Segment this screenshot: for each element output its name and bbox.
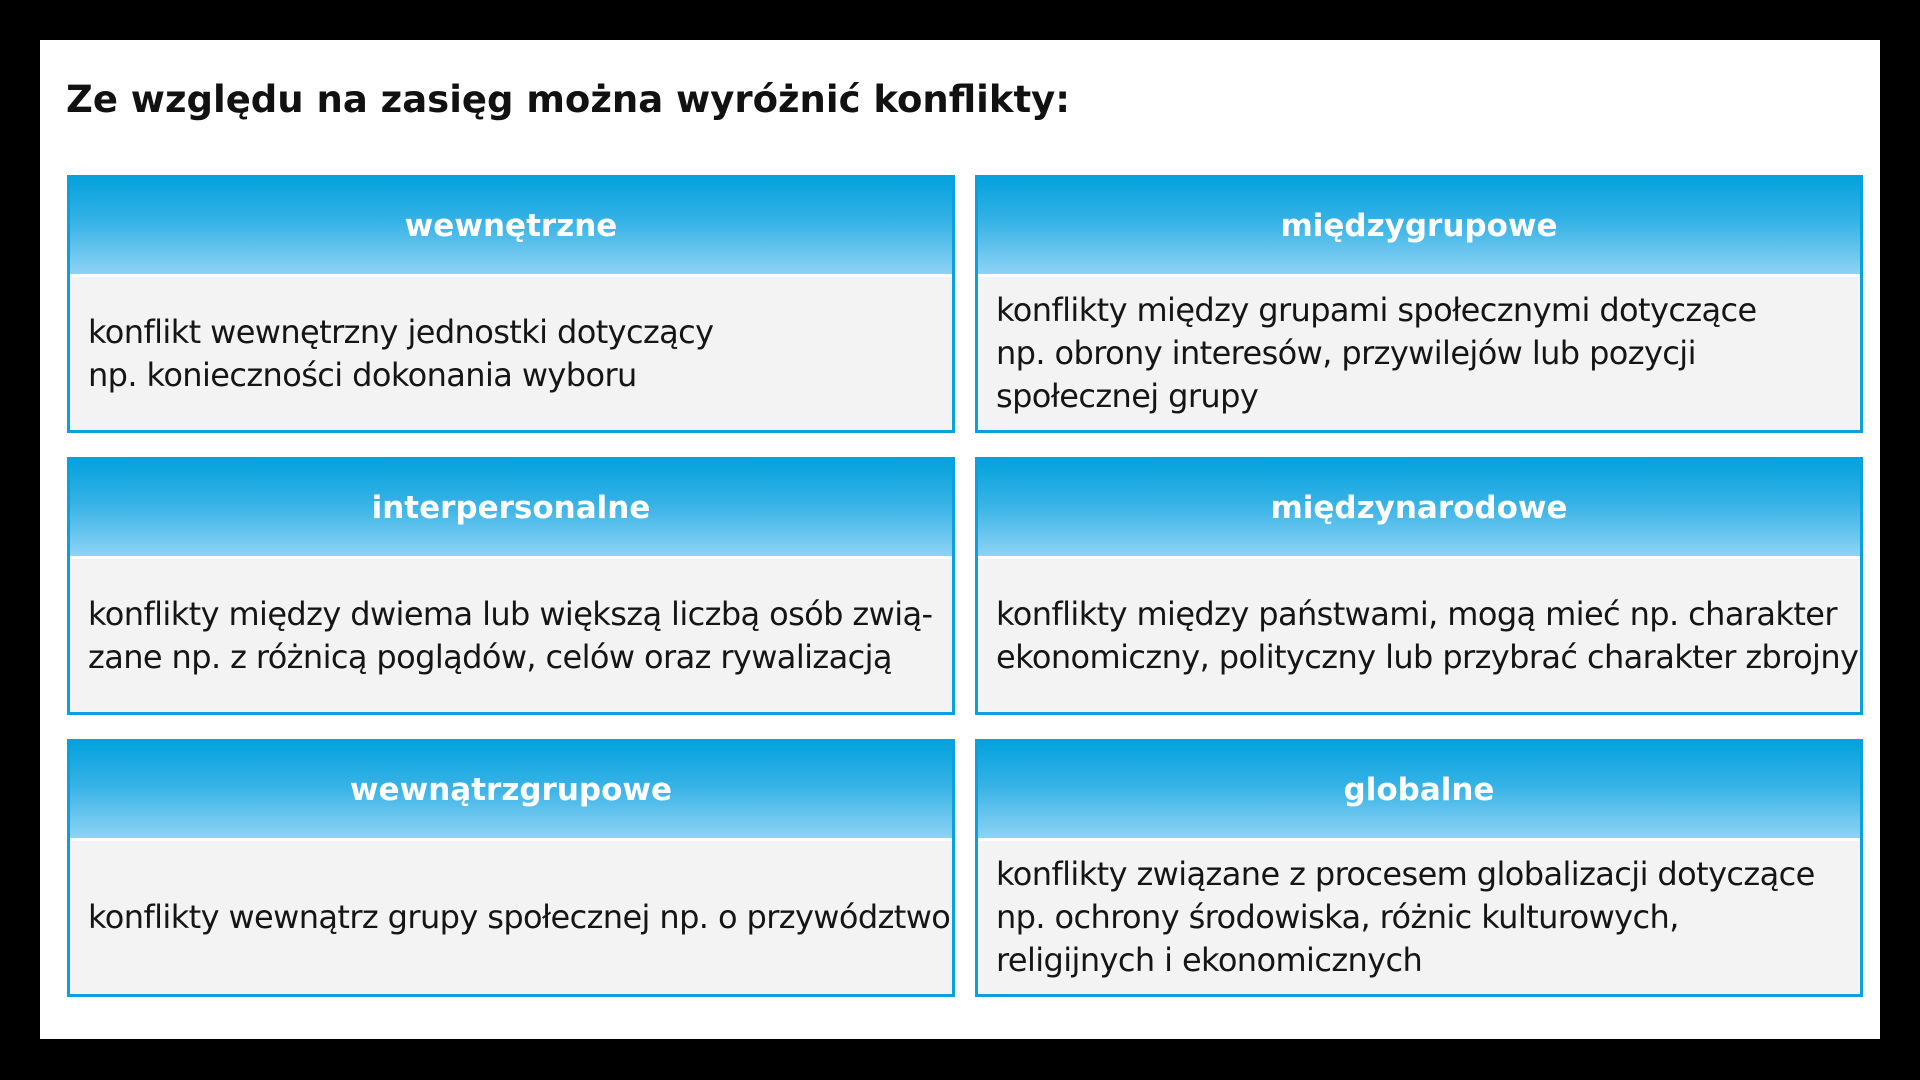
- card-description: [88, 896, 950, 939]
- card-globalne: [975, 739, 1863, 997]
- card-miedzynarodowe: [975, 457, 1863, 715]
- card-wewnetrzne: [67, 175, 955, 433]
- card-text-line: konflikty między państwami, mogą mieć np. charakter: [996, 594, 1837, 633]
- card-body: [978, 559, 1860, 712]
- card-text-line: np. konieczności dokonania wyboru: [88, 355, 637, 394]
- card-header: [978, 460, 1860, 559]
- card-text-line: konflikt wewnętrzny jednostki dotyczący: [88, 312, 714, 351]
- card-body: [978, 277, 1860, 430]
- card-description: [88, 593, 932, 679]
- card-text-line: konflikty wewnątrz grupy społecznej np. o przywództwo: [88, 898, 951, 936]
- card-text-line: np. ochrony środowiska, różnic kulturowych,: [996, 898, 1679, 936]
- card-body: [70, 559, 952, 712]
- card-description: [996, 289, 1757, 418]
- card-text-line: ekonomiczny, polityczny lub przybrać charakter zbrojny: [996, 637, 1859, 676]
- card-title: międzynarodowe: [1270, 490, 1568, 526]
- card-body: [70, 277, 952, 430]
- card-description: [996, 853, 1815, 982]
- card-description: [88, 311, 714, 397]
- card-title: globalne: [1343, 772, 1495, 808]
- card-description: [996, 593, 1858, 679]
- card-interpersonalne: [67, 457, 955, 715]
- card-text-line: religijnych i ekonomicznych: [996, 941, 1423, 979]
- card-header: [978, 742, 1860, 841]
- card-miedzygrupowe: [975, 175, 1863, 433]
- card-header: [70, 460, 952, 559]
- card-header: [70, 742, 952, 841]
- card-text-line: społecznej grupy: [996, 377, 1259, 415]
- card-header: [70, 178, 952, 277]
- content-panel: [40, 40, 1880, 1039]
- card-title: międzygrupowe: [1280, 208, 1558, 244]
- card-title: interpersonalne: [371, 490, 651, 526]
- page-title: Ze względu na zasięg można wyróżnić konflikty:: [66, 78, 1071, 121]
- card-header: [978, 178, 1860, 277]
- card-title: wewnętrzne: [404, 208, 618, 244]
- card-text-line: konflikty między grupami społecznymi dotyczące: [996, 291, 1757, 329]
- card-body: [978, 841, 1860, 994]
- card-body: [70, 841, 952, 994]
- card-title: wewnątrzgrupowe: [349, 772, 673, 808]
- card-wewnatrzgrupowe: [67, 739, 955, 997]
- card-text-line: konflikty między dwiema lub większą liczbą osób zwią-: [88, 594, 933, 633]
- card-text-line: zane np. z różnicą poglądów, celów oraz rywalizacją: [88, 637, 892, 676]
- conflict-types-grid: [67, 175, 1863, 997]
- card-text-line: konflikty związane z procesem globalizacji dotyczące: [996, 855, 1815, 893]
- card-text-line: np. obrony interesów, przywilejów lub pozycji: [996, 334, 1696, 372]
